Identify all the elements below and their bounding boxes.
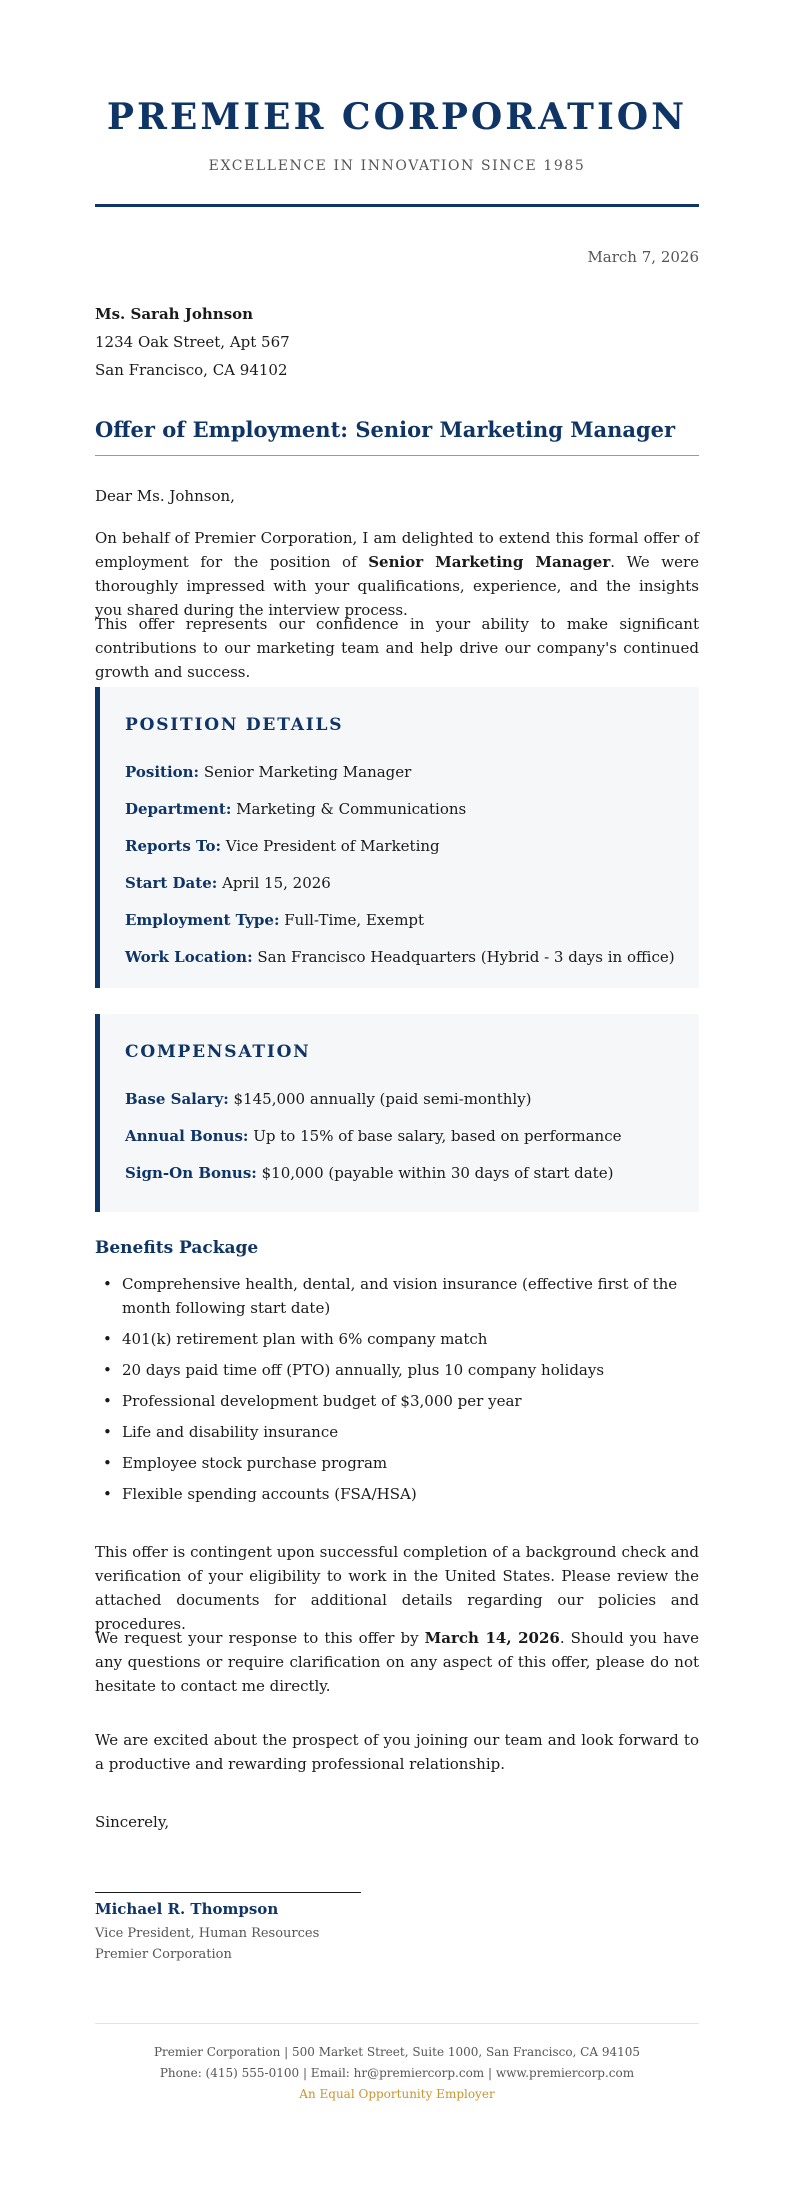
detail-value: Senior Marketing Manager xyxy=(203,763,412,781)
comp-label: Base Salary: xyxy=(125,1090,229,1108)
benefit-text: Life and disability insurance xyxy=(122,1423,339,1441)
benefit-text: 401(k) retirement plan with 6% company match xyxy=(122,1330,488,1348)
bullet-icon: • xyxy=(103,1361,112,1379)
comp-row-sign-on-bonus xyxy=(125,1164,613,1182)
detail-row-work-location xyxy=(125,948,675,966)
detail-value: San Francisco Headquarters (Hybrid - 3 days in office) xyxy=(257,948,675,966)
company-name: PREMIER CORPORATION xyxy=(106,96,688,138)
intro-text-end: . We were thoroughly impressed with your qualifications, experience, and the insights you shared during the interview process. xyxy=(95,553,699,619)
signatory-title: Vice President, Human Resources xyxy=(95,1926,320,1941)
intro-position-highlight: Senior Marketing Manager xyxy=(368,553,611,571)
footer-divider xyxy=(95,2023,699,2024)
bullet-icon: • xyxy=(103,1330,112,1348)
response-deadline: March 14, 2026 xyxy=(424,1629,560,1647)
list-item xyxy=(95,1451,699,1475)
footer-address: Premier Corporation | 500 Market Street, Suite 1000, San Francisco, CA 94105 xyxy=(153,2045,641,2059)
detail-label: Employment Type: xyxy=(125,911,280,929)
letter-date: March 7, 2026 xyxy=(587,248,699,266)
comp-value: $10,000 (payable within 30 days of start date) xyxy=(261,1164,614,1182)
detail-row-start-date xyxy=(125,874,331,892)
header-divider xyxy=(95,204,699,207)
letter-subject: Offer of Employment: Senior Marketing Manager xyxy=(95,417,676,442)
comp-label: Sign-On Bonus: xyxy=(125,1164,257,1182)
bullet-icon: • xyxy=(103,1485,112,1503)
recipient-name: Ms. Sarah Johnson xyxy=(95,305,254,323)
list-item xyxy=(95,1327,699,1351)
bullet-icon: • xyxy=(103,1423,112,1441)
closing: Sincerely, xyxy=(95,1813,170,1831)
list-item xyxy=(95,1482,699,1506)
comp-row-base-salary xyxy=(125,1090,532,1108)
list-item xyxy=(95,1389,699,1413)
benefit-text: Professional development budget of $3,000 per year xyxy=(122,1392,522,1410)
bullet-icon: • xyxy=(103,1392,112,1410)
detail-value: Vice President of Marketing xyxy=(225,837,440,855)
benefit-text: Flexible spending accounts (FSA/HSA) xyxy=(122,1485,417,1503)
footer-contact: Phone: (415) 555-0100 | Email: hr@premiercorp.com | www.premiercorp.com xyxy=(159,2066,635,2080)
benefit-text: Employee stock purchase program xyxy=(122,1454,388,1472)
signatory-organization: Premier Corporation xyxy=(95,1947,232,1962)
position-details-box xyxy=(95,687,699,988)
signature-line xyxy=(95,1892,361,1893)
signatory-name: Michael R. Thompson xyxy=(95,1900,279,1918)
response-paragraph xyxy=(95,1626,699,1698)
footer-eeo: An Equal Opportunity Employer xyxy=(299,2087,495,2101)
detail-value: Full-Time, Exempt xyxy=(284,911,425,929)
comp-value: $145,000 annually (paid semi-monthly) xyxy=(233,1090,532,1108)
recipient-address-line2: San Francisco, CA 94102 xyxy=(95,361,288,379)
salutation: Dear Ms. Johnson, xyxy=(95,487,235,505)
detail-label: Position: xyxy=(125,763,200,781)
company-tagline: EXCELLENCE IN INNOVATION SINCE 1985 xyxy=(208,158,586,174)
compensation-box xyxy=(95,1014,699,1212)
list-item xyxy=(95,1272,699,1320)
compensation-title: COMPENSATION xyxy=(125,1042,311,1062)
benefit-text: Comprehensive health, dental, and vision insurance (effective first of the month following start date) xyxy=(122,1275,678,1317)
detail-row-reports-to xyxy=(125,837,440,855)
intro-text-start: On behalf of Premier Corporation, I am delighted to extend this formal offer of employment for the position of xyxy=(95,529,699,571)
benefit-text: 20 days paid time off (PTO) annually, plus 10 company holidays xyxy=(122,1361,605,1379)
list-item xyxy=(95,1358,699,1382)
benefits-title: Benefits Package xyxy=(95,1238,259,1258)
detail-row-position xyxy=(125,763,411,781)
list-item xyxy=(95,1420,699,1444)
comp-row-annual-bonus xyxy=(125,1127,621,1145)
detail-row-employment-type xyxy=(125,911,424,929)
response-text-start: We request your response to this offer by xyxy=(95,1629,425,1647)
subject-divider xyxy=(95,455,699,456)
comp-value: Up to 15% of base salary, based on performance xyxy=(253,1127,622,1145)
bullet-icon: • xyxy=(103,1275,112,1293)
excited-paragraph: We are excited about the prospect of you joining our team and look forward to a productive and rewarding professional relationship. xyxy=(95,1731,699,1773)
contingency-paragraph: This offer is contingent upon successful completion of a background check and verification of your eligibility to work in the United States. Please review the attached documents for additional details regarding our policies and procedures. xyxy=(95,1543,699,1633)
bullet-icon: • xyxy=(103,1454,112,1472)
detail-label: Work Location: xyxy=(125,948,253,966)
benefits-list xyxy=(95,1272,699,1513)
detail-label: Reports To: xyxy=(125,837,221,855)
response-text-end: . Should you have any questions or require clarification on any aspect of this offer, please do not hesitate to contact me directly. xyxy=(95,1629,699,1695)
detail-value: April 15, 2026 xyxy=(222,874,331,892)
confidence-paragraph: This offer represents our confidence in your ability to make significant contributions to our marketing team and help drive our company's continued growth and success. xyxy=(95,615,699,681)
detail-value: Marketing & Communications xyxy=(236,800,467,818)
position-details-title: POSITION DETAILS xyxy=(125,715,344,735)
detail-row-department xyxy=(125,800,466,818)
detail-label: Start Date: xyxy=(125,874,218,892)
detail-label: Department: xyxy=(125,800,232,818)
recipient-address-line1: 1234 Oak Street, Apt 567 xyxy=(95,333,290,351)
intro-paragraph xyxy=(95,526,699,622)
comp-label: Annual Bonus: xyxy=(125,1127,249,1145)
